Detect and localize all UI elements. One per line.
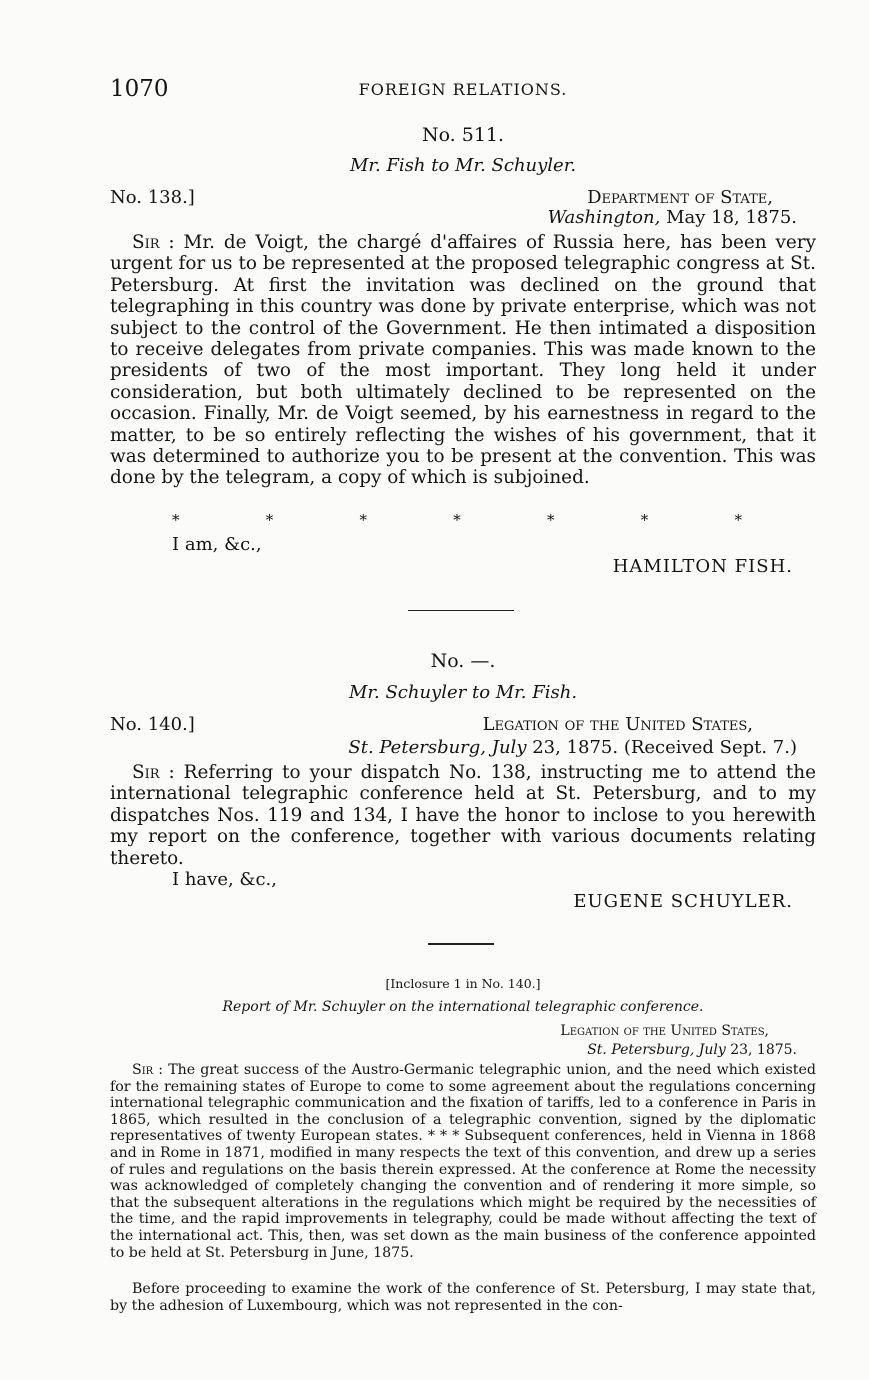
doc2-body (110, 762, 816, 869)
doc2-ref: No. 140.] (110, 714, 195, 735)
enclosure-dateline (587, 1042, 797, 1058)
section-divider (428, 943, 494, 945)
star: * (734, 511, 742, 529)
running-title: FOREIGN RELATIONS. (358, 80, 568, 99)
doc2-body-text: Referring to your dispatch No. 138, instructing me to attend the international telegraphic conference held at St. Petersburg, and to my dispatches Nos. 119 and 134, I have the honor to inclose to you herewith my report on the conference, together with various documents relating thereto. (110, 762, 816, 869)
enclosure-para-2: Before proceeding to examine the work of the conference of St. Petersburg, I may state that, by the adhesion of Luxembourg, which was not represented in the con- (110, 1281, 816, 1314)
star: * (172, 511, 180, 529)
doc2-subtitle: Mr. Schuyler to Mr. Fish. (348, 682, 578, 703)
enclosure-salutation: Sir : (132, 1062, 164, 1078)
doc1-dept: Department of State, (587, 187, 773, 208)
enclosure-label: [Inclosure 1 in No. 140.] (385, 976, 541, 991)
doc1-signature: HAMILTON FISH. (612, 556, 793, 577)
star: * (453, 511, 461, 529)
star: * (265, 511, 274, 529)
doc2-dateline (348, 737, 797, 758)
enclosure-date: 23, 1875. (725, 1042, 797, 1058)
enclosure-para-1 (110, 1062, 816, 1261)
doc1-closing: I am, &c., (172, 534, 262, 555)
doc1-salutation: Sir : (132, 232, 175, 253)
doc2-received: (Received Sept. 7.) (618, 737, 797, 758)
star: * (547, 511, 555, 529)
enclosure-place: St. Petersburg, July (587, 1042, 726, 1058)
ellipsis-stars (172, 511, 742, 529)
star: * (640, 511, 649, 529)
doc1-body-text: Mr. de Voigt, the chargé d'affaires of Russia here, has been very urgent for us to be represented at the proposed telegraphic congress at St. Petersburg. At first the invitation was declined on the ground that telegraphing in this country was done by private enterprise, which was not subject to the control of the Government. He then intimated a disposition to receive delegates from private companies. This was made known to the presidents of two of the most important. They long held it under consideration, but both ultimately declined to be represented on the occasion. Finally, Mr. de Voigt seemed, by his earnestness in regard to the matter, to be so entirely reflecting the wishes of his government, that it was determined to authorize you to be present at the convention. This was done by the telegram, a copy of which is subjoined. (110, 232, 816, 489)
section-divider (408, 610, 514, 611)
doc1-dateline (548, 207, 797, 228)
doc2-signature: EUGENE SCHUYLER. (573, 891, 793, 912)
doc2-salutation: Sir : (132, 762, 175, 783)
doc2-closing: I have, &c., (172, 869, 277, 890)
doc2-number: No. —. (430, 650, 496, 672)
doc2-date: 23, 1875. (526, 737, 619, 758)
enclosure-legation: Legation of the United States, (560, 1023, 769, 1039)
doc1-ref: No. 138.] (110, 187, 195, 208)
doc1-subtitle: Mr. Fish to Mr. Schuyler. (349, 155, 577, 176)
enclosure-title: Report of Mr. Schuyler on the international telegraphic conference. (222, 999, 704, 1015)
page-number: 1070 (110, 76, 169, 102)
running-header (110, 76, 816, 106)
doc1-number: No. 511. (421, 124, 505, 146)
doc2-place: St. Petersburg, July (348, 737, 527, 758)
doc2-legation: Legation of the United States, (482, 714, 753, 735)
doc1-body (110, 232, 816, 489)
enclosure-para-1-text: The great success of the Austro-Germanic telegraphic union, and the need which existed for the remaining states of Europe to come to some agreement about the regulations concerning international telegraphic communication and the fixation of tariffs, led to a conference in Paris in 1865, which resulted in the conclusion of a telegraphic convention, signed by the diplomatic representatives of twenty European states. * * * Subsequent conferences, held in Vienna in 1868 and in Rome in 1871, modified in many respects the text of this convention, and drew up a series of rules and regulations on the basis therein expressed. At the conference at Rome the necessity was acknowledged of completely changing the convention and of rendering it more simple, so that the subsequent alterations in the regulations which might be required by the necessities of the time, and the rapid improvements in telegraphy, could be made without affecting the text of the international act. This, then, was set down as the main business of the conference appointed to be held at St. Petersburg in June, 1875. (110, 1062, 816, 1261)
star: * (359, 511, 367, 529)
doc1-place: Washington, (547, 207, 661, 228)
doc1-date: May 18, 1875. (660, 207, 797, 228)
